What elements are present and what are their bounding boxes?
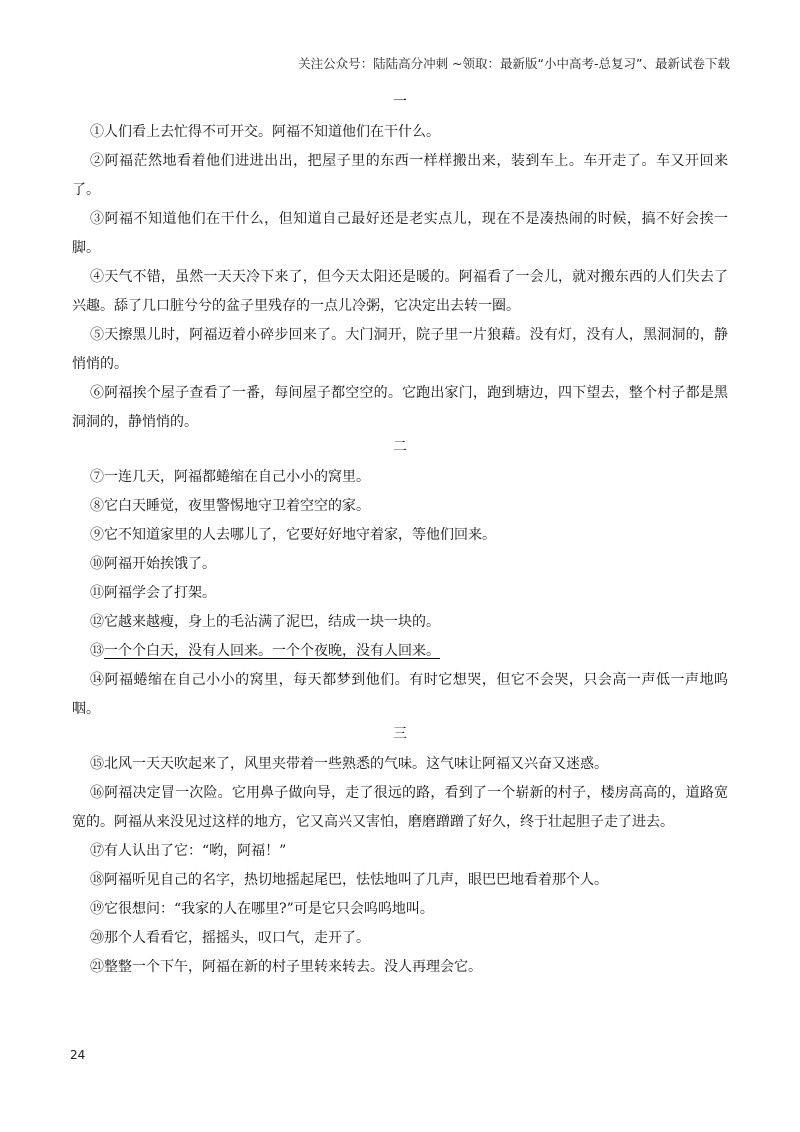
paragraph-text: 阿福挨个屋子查看了一番，每间屋子都空空的。它跑出家门，跑到塘边，四下望去，整个村子都是黑洞洞的，静悄悄的。	[72, 385, 729, 430]
section-title: 二	[393, 439, 407, 455]
paragraph-number: ②	[90, 153, 105, 169]
paragraph-number: ①	[90, 124, 104, 140]
paragraph-text: 它很想问：“我家的人在哪里?”可是它只会呜呜地叫。	[104, 901, 434, 917]
paragraph-text: 阿福开始挨饿了。	[104, 556, 216, 572]
paragraph-number: ⑳	[90, 930, 104, 946]
paragraph	[72, 924, 728, 953]
paragraph-number: ㉑	[90, 959, 104, 975]
paragraph	[72, 637, 728, 666]
paragraph-text: 天擦黑儿时，阿福迈着小碎步回来了。大门洞开，院子里一片狼藉。没有灯，没有人，黑洞洞的，静悄悄的。	[72, 327, 729, 372]
paragraph-number: ⑲	[90, 901, 104, 917]
paragraph-text: 阿福学会了打架。	[104, 585, 216, 601]
paragraph	[72, 379, 728, 437]
paragraph-number: ③	[90, 211, 105, 227]
paragraph-number: ⑮	[90, 756, 104, 772]
paragraph-text: 有人认出了它：“哟，阿福！”	[104, 843, 287, 859]
paragraph	[72, 118, 728, 147]
paragraph-number: ⑨	[90, 527, 104, 543]
paragraph-number: ⑩	[90, 556, 104, 572]
paragraph-text: 那个人看看它，摇摇头，叹口气，走开了。	[104, 930, 370, 946]
paragraph	[72, 147, 728, 205]
paragraph-number: ⑫	[90, 614, 104, 630]
paragraph-text: 整整一个下午，阿福在新的村子里转来转去。没人再理会它。	[104, 959, 482, 975]
paragraph-number: ⑦	[90, 469, 104, 485]
paragraph-text: 它不知道家里的人去哪儿了，它要好好地守着家，等他们回来。	[104, 527, 496, 543]
paragraph-text: 阿福听见自己的名字，热切地摇起尾巴，怯怯地叫了几声，眼巴巴地看着那个人。	[104, 872, 608, 888]
paragraph-text: 一连几天，阿福都蜷缩在自己小小的窝里。	[104, 469, 370, 485]
page-number: 24	[70, 1048, 86, 1062]
paragraph	[72, 666, 728, 724]
paragraph	[72, 521, 728, 550]
paragraph-number: ⑧	[90, 498, 104, 514]
paragraph-number: ⑱	[90, 872, 104, 888]
paragraph-text: 天气不错，虽然一天天冷下来了，但今天太阳还是暖的。阿福看了一会儿，就对搬东西的人们失去了兴趣。舔了几口脏兮兮的盆子里残存的一点儿冷粥，它决定出去转一圈。	[72, 269, 729, 314]
paragraph	[72, 953, 728, 982]
paragraph-number: ⑥	[90, 385, 105, 401]
paragraph-number: ⑤	[90, 327, 105, 343]
paragraph-number: ⑪	[90, 585, 104, 601]
paragraph	[72, 550, 728, 579]
paragraph-number: ⑰	[90, 843, 104, 859]
paragraph	[72, 750, 728, 779]
paragraph	[72, 779, 728, 837]
paragraph	[72, 263, 728, 321]
paragraph-number: ⑯	[90, 785, 105, 801]
paragraph-text: 阿福不知道他们在干什么，但知道自己最好还是老实点儿，现在不是凑热闹的时候，搞不好会挨一脚。	[72, 211, 729, 256]
paragraph	[72, 463, 728, 492]
paragraph	[72, 895, 728, 924]
paragraph-text: 它白天睡觉，夜里警惕地守卫着空空的家。	[104, 498, 370, 514]
paragraph	[72, 321, 728, 379]
section-title: 一	[393, 94, 407, 110]
paragraph-text: 阿福决定冒一次险。它用鼻子做向导，走了很远的路，看到了一个崭新的村子，楼房高高的，道路宽宽的。阿福从来没见过这样的地方，它又高兴又害怕，磨磨蹭蹭了好久，终于壮起胆子走了进去。	[72, 785, 729, 830]
section-title: 三	[393, 726, 407, 742]
paragraph	[72, 205, 728, 263]
paragraph-text: 人们看上去忙得不可开交。阿福不知道他们在干什么。	[104, 124, 440, 140]
paragraph-text: 北风一天天吹起来了，风里夹带着一些熟悉的气味。这气味让阿福又兴奋又迷惑。	[104, 756, 608, 772]
paragraph-text: 一个个白天，没有人回来。一个个夜晚，没有人回来。	[104, 643, 440, 659]
paragraph-number: ⑭	[90, 672, 105, 688]
paragraph-number: ④	[90, 269, 105, 285]
paragraph	[72, 579, 728, 608]
article-body	[72, 92, 728, 982]
paragraph-text: 阿福茫然地看着他们进进出出，把屋子里的东西一样样搬出来，装到车上。车开走了。车又开回来了。	[72, 153, 729, 198]
paragraph-text: 阿福蜷缩在自己小小的窝里，每天都梦到他们。有时它想哭，但它不会哭，只会高一声低一声地呜咽。	[72, 672, 729, 717]
paragraph	[72, 837, 728, 866]
paragraph-number: ⑬	[90, 643, 104, 659]
paragraph	[72, 866, 728, 895]
page-header: 关注公众号：陆陆高分冲刺 ~领取：最新版“小中高考-总复习”、最新试卷下载	[298, 56, 730, 71]
paragraph	[72, 608, 728, 637]
paragraph	[72, 492, 728, 521]
paragraph-text: 它越来越瘦，身上的毛沾满了泥巴，结成一块一块的。	[104, 614, 440, 630]
